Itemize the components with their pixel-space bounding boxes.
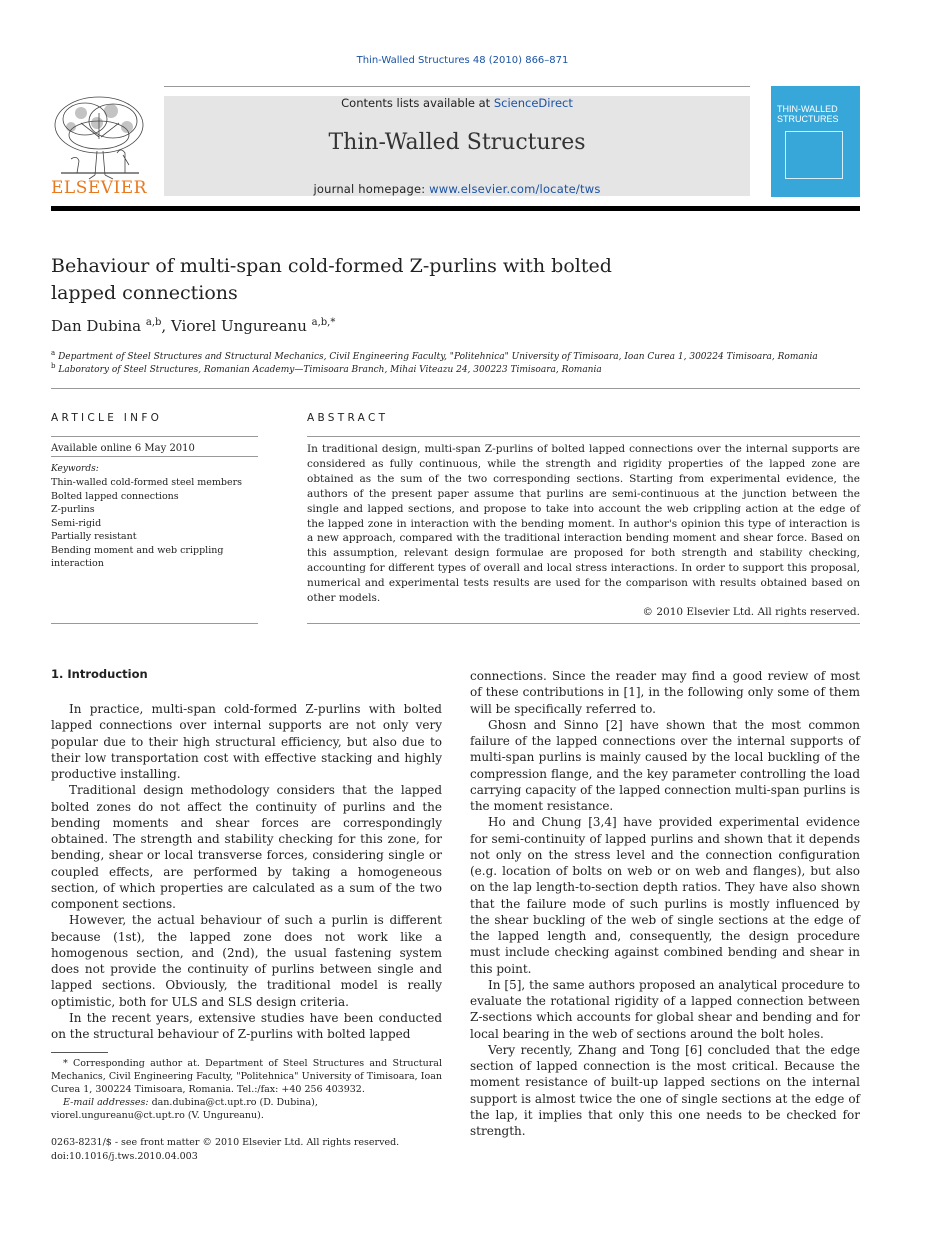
abstract-bottom-rule — [307, 623, 860, 624]
front-matter — [51, 1136, 399, 1163]
abstract-text: In traditional design, multi-span Z-purlins of bolted lapped connections over the internal supports are considered as fully continuous, while the strength and rigidity properties of the lapped zone are obtained as the sum of the two corresponding sections. Starting from experimental evidence, the authors of the present paper assume that purlins are semi-continuous at the junction between the single and lapped sections, and propose to take into account the web crippling action at the edge of the lapped zone in interaction with the bending moment. In author's opinion this type of interaction is a new approach, compared with the traditional interaction bending moment and shear force. Based on this assumption, relevant design formulae are proposed for both strength and stability checking, accounting for different types of overall and local stress interactions. In order to support this proposal, numerical and experimental tests results are used for the comparison with results obtained based on other models. — [307, 443, 860, 605]
affiliation-mark: a — [51, 349, 56, 357]
section-heading-introduction: 1. Introduction — [51, 667, 148, 681]
footnote-text: * Corresponding author at. Department of Steel Structures and Structural Mechanics, Civil Engineering Faculty, "Politehnica" University of Timisoara, Ioan Curea 1, 300224 Timisoara, Romania. Tel.:/fax: +40 256 403932. — [51, 1058, 442, 1095]
body-paragraph: Ghosn and Sinno [2] have shown that the most common failure of the lapped connections over the internal supports of multi-span purlins is mainly caused by the local buckling of the compression flange, and the key parameter controlling the load carrying capacity of the lapped connection multi-span purlins is the moment resistance. — [470, 717, 860, 813]
affiliation-text: Laboratory of Steel Structures, Romanian Academy—Timisoara Branch, Mihai Viteazu 24, 300223 Timisoara, Romania — [58, 365, 602, 375]
abstract-copyright: © 2010 Elsevier Ltd. All rights reserved. — [642, 606, 860, 618]
affiliation-text: Department of Steel Structures and Structural Mechanics, Civil Engineering Faculty, "Politehnica" University of Timisoara, Ioan Curea 1, 300224 Timisoara, Romania — [58, 352, 818, 362]
body-paragraph: In the recent years, extensive studies have been conducted on the structural behaviour of Z-purlins with bolted lapped — [51, 1010, 442, 1041]
right-column — [470, 668, 860, 1139]
keyword: Bolted lapped connections — [51, 490, 179, 502]
elsevier-wordmark: ELSEVIER — [51, 178, 147, 198]
body-paragraph: However, the actual behaviour of such a purlin is different because (1st), the lapped zone does not work like a homogenous section, and (2nd), the usual fastening system does not provide the continuity of purlins between single and lapped sections. Obviously, the traditional model is really optimistic, both for ULS and SLS design criteria. — [51, 913, 442, 1009]
affiliation-mark: b — [51, 362, 56, 370]
abstract-rule — [307, 436, 860, 437]
journal-cover-thumbnail[interactable] — [771, 86, 860, 197]
body-paragraph: In [5], the same authors proposed an analytical procedure to evaluate the rotational rigidity of a lapped connection between Z-sections which accounts for global shear and bending and for local bearing in the web of sections around the bolt holes. — [470, 977, 860, 1041]
body-paragraph: connections. Since the reader may find a good review of most of these contributions in [1], in the following only some of them will be specifically referred to. — [470, 669, 860, 716]
issn-line: 0263-8231/$ - see front matter © 2010 Elsevier Ltd. All rights reserved. — [51, 1137, 400, 1148]
journal-reference[interactable]: Thin-Walled Structures 48 (2010) 866–871 — [356, 55, 569, 66]
cover-title-line2: STRUCTURES — [777, 114, 839, 124]
author-name[interactable]: Viorel Ungureanu — [170, 317, 307, 335]
cover-title — [777, 104, 857, 124]
doi-line[interactable]: doi:10.1016/j.tws.2010.04.003 — [51, 1150, 198, 1162]
affiliation-a — [51, 349, 818, 362]
keyword: Partially resistant — [51, 531, 137, 542]
contents-prefix: Contents lists available at — [341, 96, 494, 110]
affiliation-b — [51, 362, 602, 375]
article-title — [51, 253, 751, 307]
left-column — [51, 701, 442, 1042]
footnote-email-line — [51, 1096, 442, 1109]
email-label: E-mail addresses: — [63, 1097, 149, 1108]
article-info-rule — [51, 436, 258, 437]
keywords-label: Keywords: — [51, 464, 99, 474]
keyword: Semi-rigid — [51, 517, 102, 529]
contents-line — [164, 96, 750, 110]
header-bottom-rule — [51, 206, 860, 211]
email-link[interactable]: viorel.ungureanu@ct.upt.ro (V. Ungureanu). — [51, 1110, 264, 1121]
keyword: interaction — [51, 558, 104, 569]
keyword: Thin-walled cold-formed steel members — [51, 477, 243, 488]
keyword: Z-purlins — [51, 504, 95, 515]
corresponding-author-footnote — [51, 1057, 442, 1122]
email-link[interactable]: dan.dubina@ct.upt.ro (D. Dubina), — [151, 1097, 318, 1108]
article-history-rule — [51, 456, 258, 457]
homepage-prefix: journal homepage: — [313, 182, 430, 196]
keywords-list — [51, 476, 258, 571]
body-paragraph: Very recently, Zhang and Tong [6] concluded that the edge section of lapped connection is the most critical. Because the moment resistance of built-up lapped sections on the internal support is almost twice the one of single sections at the edge of the lap, it implies that only this one needs to be checked for strength. — [470, 1042, 860, 1138]
homepage-link[interactable]: www.elsevier.com/locate/tws — [429, 182, 601, 196]
journal-title: Thin-Walled Structures — [328, 130, 586, 155]
article-title-line2: lapped connections — [51, 282, 238, 304]
title-block-rule — [51, 388, 860, 389]
author-affiliation-mark: a,b,* — [311, 317, 336, 328]
available-online-date: Available online 6 May 2010 — [51, 443, 195, 454]
footnote-rule — [51, 1052, 108, 1053]
author-separator: , — [161, 317, 171, 335]
keyword: Bending moment and web crippling — [51, 544, 224, 556]
author-name[interactable]: Dan Dubina — [51, 317, 142, 335]
header-rule — [164, 86, 750, 87]
body-paragraph: In practice, multi-span cold-formed Z-purlins with bolted lapped connections over internal supports are not only very popular due to their high structural efficiency, but also due to their low transportation cost with effective stacking and highly productive installing. — [51, 702, 442, 781]
body-paragraph: Ho and Chung [3,4] have provided experimental evidence for semi-continuity of lapped purlins and shown that it depends not only on the stress level and the connection configuration (e.g. location of bolts on web or on web and flanges), but also on the lap length-to-section depth ratios. They have also shown that the failure mode of such purlins is mostly influenced by the shear buckling of the web of single sections at the edge of the lapped length and, consequently, the design procedure must include checking against combined bending and shear in this point. — [470, 815, 860, 976]
author-affiliation-mark: a,b — [145, 317, 162, 328]
article-info-heading: ARTICLE INFO — [51, 412, 163, 424]
sciencedirect-link[interactable]: ScienceDirect — [493, 96, 573, 110]
cover-title-line1: THIN-WALLED — [777, 104, 838, 114]
abstract-heading: ABSTRACT — [307, 412, 389, 424]
author-list — [51, 317, 335, 335]
homepage-line — [164, 182, 750, 196]
article-title-line1: Behaviour of multi-span cold-formed Z-purlins with bolted — [51, 255, 612, 277]
article-info-bottom-rule — [51, 623, 258, 624]
body-paragraph: Traditional design methodology considers that the lapped bolted zones do not affect the continuity of purlins and the bending moments and shear forces are correspondingly obtained. The strength and stability checking for this zone, for bending, shear or local transverse forces, considering single or coupled effects, are performed by taking a homogeneous section, of which properties are calculated as a sum of the two component sections. — [51, 783, 442, 911]
cover-frame — [785, 131, 843, 179]
